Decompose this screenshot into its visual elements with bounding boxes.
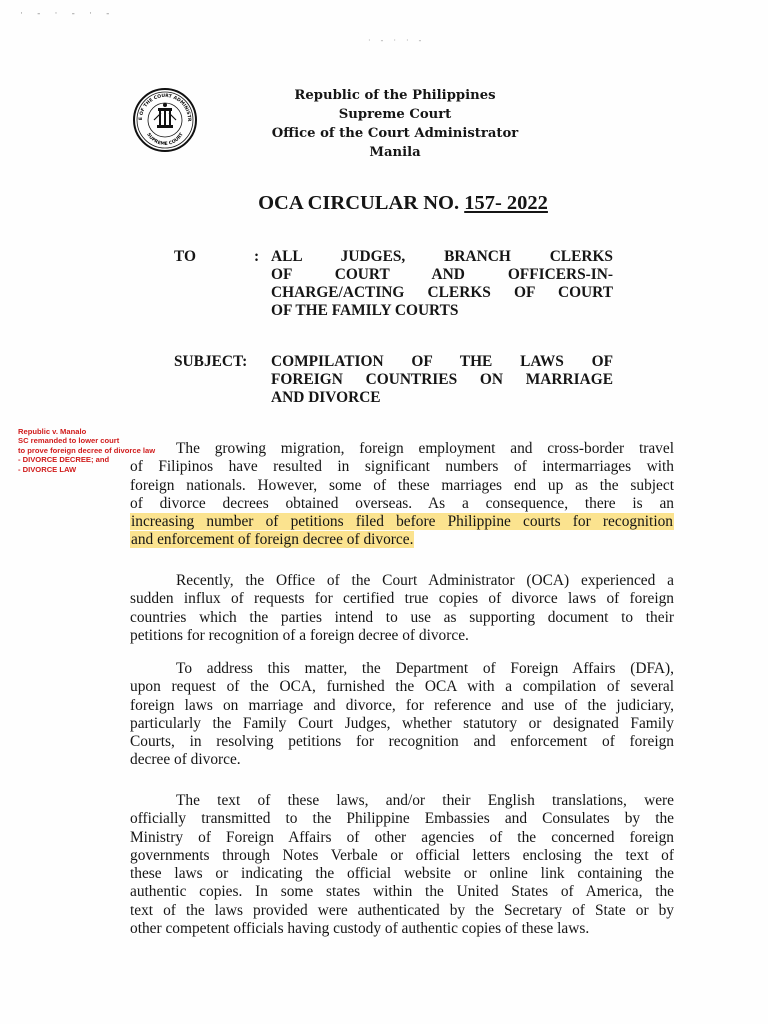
paragraph-line: upon request of the OCA, furnished the OCA with a compilation of several	[130, 678, 674, 696]
letterhead-office: Office of the Court Administrator	[271, 126, 519, 141]
paragraph-line: other competent officials having custody of authentic copies of these laws.	[130, 920, 590, 938]
paragraph-3	[130, 660, 674, 770]
to-line: OF THE FAMILY COURTS	[271, 302, 459, 319]
margin-note-line: - DIVORCE DECREE; and	[18, 455, 110, 465]
paragraph-line: foreign nationals. However, some of these marriages end up as the subject	[130, 476, 674, 494]
letterhead	[250, 86, 540, 162]
subject-label: SUBJECT:	[174, 353, 248, 370]
highlighted-line	[130, 513, 674, 531]
subject-field	[174, 353, 614, 409]
letterhead-city: Manila	[369, 145, 421, 160]
seal-top-text: E OF THE COURT ADMINISTR	[138, 93, 192, 122]
margin-note-line: Republic v. Manalo	[18, 427, 87, 436]
paragraph-line: petitions for recognition of a foreign decree of divorce.	[130, 626, 469, 644]
highlighted-text: increasing number of petitions filed before Philippine courts for recognition	[131, 513, 673, 531]
paragraph-line: countries which the parties intend to use as supporting document to their	[130, 608, 674, 626]
paragraph-4	[130, 792, 674, 938]
paragraph-line: officially transmitted to the Philippine Embassies and Consulates by the	[130, 810, 674, 828]
paragraph-line: Courts, in resolving petitions for recognition and enforcement of foreign	[130, 733, 674, 751]
paragraph-line: Ministry of Foreign Affairs of other agencies of the concerned foreign	[130, 828, 674, 846]
paragraph-line: governments through Notes Verbale or official letters enclosing the text of	[130, 846, 674, 864]
to-line: CHARGE/ACTING CLERKS OF COURT	[271, 284, 613, 301]
seal-bottom-text: SUPREME COURT	[145, 132, 185, 148]
letterhead-republic: Republic of the Philippines	[294, 88, 496, 103]
paragraph-2	[130, 572, 674, 645]
paragraph-line: of Filipinos have resulted in significant numbers of intermarriages with	[130, 458, 674, 476]
paragraph-line: sudden influx of requests for certified true copies of divorce laws of foreign	[130, 590, 674, 608]
subject-line: AND DIVORCE	[271, 389, 381, 406]
scan-specks: · - · - · -	[20, 8, 116, 18]
paragraph-line: foreign laws on marriage and divorce, for reference and use of the judiciary,	[130, 696, 674, 714]
subject-line: FOREIGN COUNTRIES ON MARRIAGE	[271, 371, 613, 388]
paragraph-line: these laws or indicating the official website or online link containing the	[130, 865, 674, 883]
margin-note-line: to prove foreign decree of divorce law	[18, 445, 156, 455]
paragraph-line: text of the laws provided were authenticated by the Secretary of State or by	[130, 901, 674, 919]
to-label: TO	[174, 248, 196, 265]
paragraph-line: The text of these laws, and/or their English translations, were	[176, 792, 674, 809]
paragraph-1	[130, 440, 674, 550]
subject-text	[271, 353, 613, 407]
circular-title	[228, 192, 578, 215]
circular-prefix: OCA CIRCULAR NO.	[258, 192, 465, 214]
to-line: ALL JUDGES, BRANCH CLERKS	[271, 248, 613, 265]
scan-specks: · - · · -	[368, 36, 426, 45]
paragraph-line: Recently, the Office of the Court Administrator (OCA) experienced a	[176, 572, 674, 589]
circular-number: 157- 2022	[464, 192, 548, 214]
supreme-court-seal-icon	[132, 87, 198, 153]
paragraph-line: of divorce decrees obtained overseas. As a consequence, there is an	[130, 494, 674, 512]
margin-note-line: - DIVORCE LAW	[18, 464, 77, 474]
paragraph-line: authentic copies. In some states within the United States of America, the	[130, 883, 674, 901]
to-line: OF COURT AND OFFICERS-IN-	[271, 266, 613, 283]
paragraph-line: particularly the Family Court Judges, whether statutory or designated Family	[130, 714, 674, 732]
letterhead-supreme-court: Supreme Court	[338, 107, 452, 122]
to-field	[174, 248, 614, 324]
margin-note-line: SC remanded to lower court	[18, 436, 120, 446]
to-colon: :	[254, 248, 260, 265]
subject-line: COMPILATION OF THE LAWS OF	[271, 353, 613, 370]
to-recipients	[271, 248, 613, 320]
highlighted-line	[130, 531, 674, 549]
paragraph-line: decree of divorce.	[130, 751, 241, 769]
highlighted-text: and enforcement of foreign decree of divorce.	[131, 531, 414, 549]
paragraph-line: The growing migration, foreign employment and cross-border travel	[176, 440, 674, 457]
paragraph-line: To address this matter, the Department of Foreign Affairs (DFA),	[176, 660, 674, 677]
